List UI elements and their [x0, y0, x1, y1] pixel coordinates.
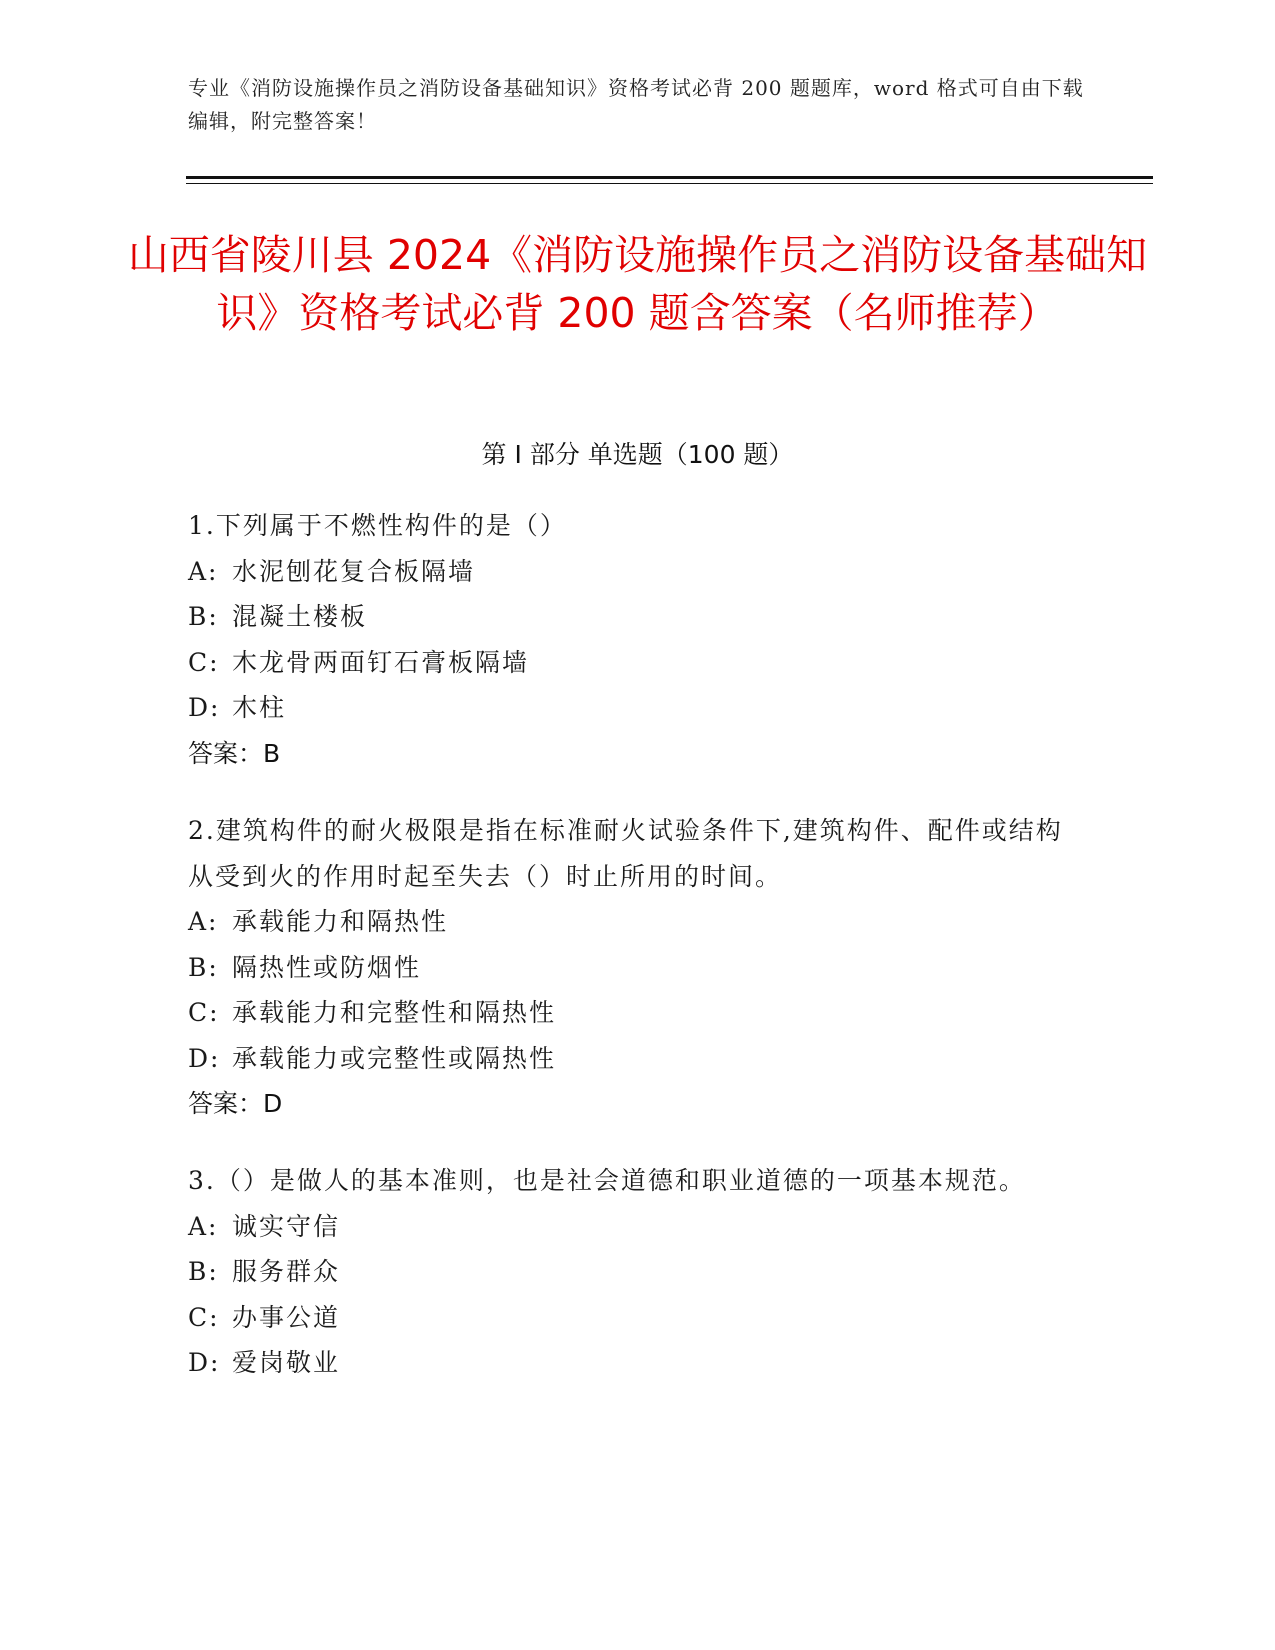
- option-d: [188, 1340, 1088, 1386]
- option-text: 服务群众: [232, 1257, 341, 1286]
- header-rule-thick: [186, 176, 1153, 179]
- option-text: 混凝土楼板: [232, 602, 368, 631]
- option-key: A:: [188, 1211, 219, 1241]
- option-c: [188, 1295, 1088, 1341]
- option-key: B:: [188, 952, 219, 982]
- option-key: B:: [188, 602, 219, 631]
- option-c: [188, 640, 1088, 686]
- option-a: [188, 1204, 1088, 1250]
- option-key: A:: [188, 907, 219, 936]
- option-a: [188, 899, 1088, 945]
- question-2: [188, 808, 1088, 1127]
- option-key: D:: [188, 1348, 221, 1377]
- option-key: C:: [188, 998, 220, 1027]
- option-b: [188, 594, 1088, 640]
- option-key: C:: [188, 1302, 220, 1332]
- option-key: C:: [188, 647, 220, 677]
- option-text: 承载能力和完整性和隔热性: [232, 998, 557, 1027]
- option-text: 承载能力和隔热性: [232, 907, 449, 936]
- option-d: [188, 1036, 1088, 1082]
- question-stem: 1.下列属于不燃性构件的是（）: [188, 511, 567, 540]
- option-d: [188, 685, 1088, 731]
- option-key: B:: [188, 1257, 219, 1286]
- option-text: 水泥刨花复合板隔墙: [232, 556, 476, 586]
- question-stem: 2.建筑构件的耐火极限是指在标准耐火试验条件下,建筑构件、配件或结构从受到火的作用时起至失去（）时止所用的时间。: [188, 816, 1063, 891]
- option-b: [188, 945, 1088, 991]
- option-b: [188, 1249, 1088, 1295]
- header-rule-thin: [186, 183, 1153, 184]
- section-title: 第 I 部分 单选题（100 题）: [481, 440, 794, 469]
- option-c: [188, 990, 1088, 1036]
- option-text: 木龙骨两面钉石膏板隔墙: [232, 647, 530, 677]
- option-text: 办事公道: [232, 1302, 341, 1332]
- option-key: D:: [188, 1043, 221, 1073]
- option-key: D:: [188, 693, 221, 722]
- question-1: [188, 503, 1088, 776]
- question-stem: 3.（）是做人的基本准则，也是社会道德和职业道德的一项基本规范。: [188, 1166, 1026, 1195]
- option-text: 诚实守信: [232, 1211, 341, 1241]
- answer-text: 答案：B: [188, 738, 281, 768]
- option-a: [188, 549, 1088, 595]
- option-text: 爱岗敬业: [232, 1348, 341, 1377]
- option-text: 木柱: [232, 693, 287, 722]
- header-note: 专业《消防设施操作员之消防设备基础知识》资格考试必背 200 题题库，word 格式可自由下载编辑，附完整答案！: [188, 76, 1084, 133]
- option-key: A:: [188, 556, 219, 586]
- answer-text: 答案：D: [188, 1089, 283, 1118]
- document-title: 山西省陵川县 2024《消防设施操作员之消防设备基础知识》资格考试必背 200 题含答案（名师推荐）: [127, 231, 1148, 337]
- option-text: 隔热性或防烟性: [232, 952, 422, 982]
- option-text: 承载能力或完整性或隔热性: [232, 1043, 557, 1073]
- question-3: [188, 1158, 1088, 1386]
